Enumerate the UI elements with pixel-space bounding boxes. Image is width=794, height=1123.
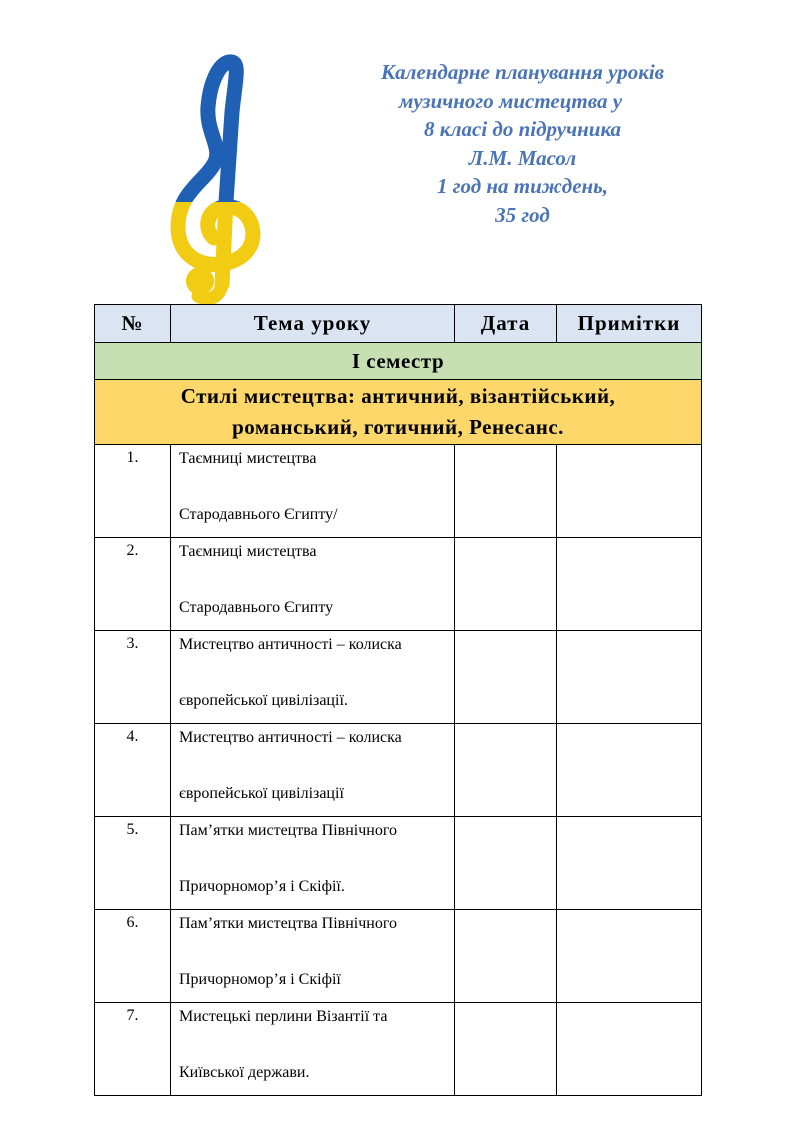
- section-line: романський, готичний, Ренесанс.: [232, 415, 564, 439]
- lesson-date: [455, 1003, 557, 1096]
- lesson-notes: [557, 1003, 702, 1096]
- lesson-number: 6.: [95, 910, 171, 1003]
- title-line: 35 год: [495, 202, 550, 227]
- lesson-number: 2.: [95, 538, 171, 631]
- lesson-topic: [171, 910, 455, 1003]
- topic-line: європейської цивілізації.: [179, 692, 348, 709]
- lesson-number: 1.: [95, 445, 171, 538]
- lesson-topic: [171, 445, 455, 538]
- page-title: [345, 58, 700, 230]
- table-row: [95, 1003, 702, 1096]
- title-line: 8 класі до підручника: [423, 117, 622, 142]
- table-header-row: [95, 305, 702, 343]
- semester-label: І семестр: [95, 343, 702, 380]
- lesson-topic: [171, 817, 455, 910]
- topic-line: Причорномор’я і Скіфії: [179, 971, 341, 988]
- semester-row: [95, 343, 702, 380]
- lesson-notes: [557, 538, 702, 631]
- lesson-number: 4.: [95, 724, 171, 817]
- table-row: [95, 910, 702, 1003]
- lesson-date: [455, 445, 557, 538]
- lesson-topic: [171, 538, 455, 631]
- topic-line: Київської держави.: [179, 1064, 310, 1081]
- header-notes: Примітки: [557, 305, 702, 343]
- lesson-notes: [557, 631, 702, 724]
- table-row: [95, 817, 702, 910]
- section-row: [95, 380, 702, 445]
- topic-line: Стародавнього Єгипту/: [179, 506, 338, 523]
- lesson-number: 5.: [95, 817, 171, 910]
- title-line: Л.М. Масол: [468, 145, 577, 170]
- title-line: музичного мистецтва у: [398, 88, 623, 113]
- lesson-notes: [557, 445, 702, 538]
- lesson-date: [455, 910, 557, 1003]
- lesson-topic: [171, 724, 455, 817]
- topic-line: європейської цивілізації: [179, 785, 344, 802]
- lesson-number: 7.: [95, 1003, 171, 1096]
- lesson-notes: [557, 817, 702, 910]
- topic-line: Причорномор’я і Скіфії.: [179, 878, 345, 895]
- table-row: [95, 631, 702, 724]
- topic-line: Таємниці мистецтва: [179, 450, 317, 467]
- header-num: №: [95, 305, 171, 343]
- title-line: 1 год на тиждень,: [436, 174, 609, 199]
- section-line: Стилі мистецтва: античний, візантійський,: [180, 384, 616, 408]
- topic-line: Пам’ятки мистецтва Північного: [179, 915, 398, 932]
- lesson-notes: [557, 910, 702, 1003]
- lesson-plan-table: [94, 304, 702, 1096]
- header-topic: Тема уроку: [171, 305, 455, 343]
- lesson-notes: [557, 724, 702, 817]
- topic-line: Стародавнього Єгипту: [179, 599, 334, 616]
- treble-clef-icon: [160, 52, 272, 304]
- lesson-date: [455, 724, 557, 817]
- lesson-date: [455, 631, 557, 724]
- lesson-date: [455, 538, 557, 631]
- topic-line: Мистецтво античності – колиска: [179, 729, 402, 746]
- topic-line: Пам’ятки мистецтва Північного: [179, 822, 398, 839]
- section-label: [95, 380, 702, 445]
- table-row: [95, 724, 702, 817]
- table-row: [95, 538, 702, 631]
- topic-line: Мистецтво античності – колиска: [179, 636, 402, 653]
- header-date: Дата: [455, 305, 557, 343]
- topic-line: Таємниці мистецтва: [179, 543, 317, 560]
- lesson-number: 3.: [95, 631, 171, 724]
- table-row: [95, 445, 702, 538]
- topic-line: Мистецькі перлини Візантії та: [179, 1008, 388, 1025]
- title-line: Календарне планування уроків: [380, 60, 665, 84]
- lesson-topic: [171, 1003, 455, 1096]
- lesson-date: [455, 817, 557, 910]
- lesson-topic: [171, 631, 455, 724]
